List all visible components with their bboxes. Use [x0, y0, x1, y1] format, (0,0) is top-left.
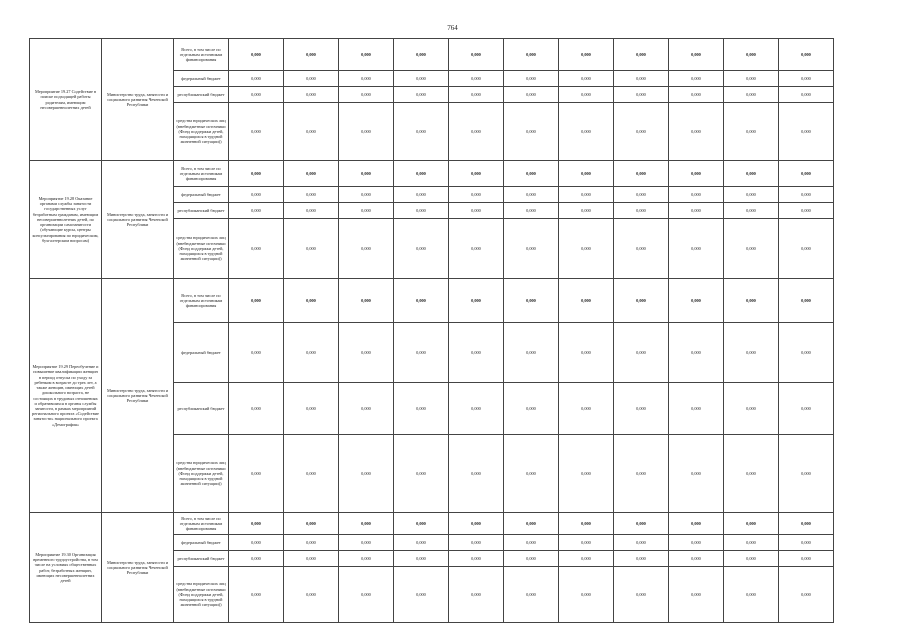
amount-cell: 0,000: [229, 383, 284, 435]
amount-cell: 0,000: [669, 435, 724, 513]
amount-cell: 0,000: [229, 551, 284, 567]
amount-cell: 0,000: [614, 103, 669, 161]
amount-cell: 0,000: [394, 219, 449, 279]
funding-source-cell: Всего, в том числе по отдельным источникам финансирования: [174, 161, 229, 187]
funding-source-cell: федеральный бюджет: [174, 71, 229, 87]
amount-cell: 0,000: [339, 513, 394, 535]
amount-cell: 0,000: [559, 551, 614, 567]
amount-cell: 0,000: [229, 535, 284, 551]
table-row: [30, 279, 834, 323]
amount-cell: 0,000: [614, 87, 669, 103]
amount-cell: 0,000: [449, 71, 504, 87]
amount-cell: 0,000: [504, 219, 559, 279]
amount-cell: 0,000: [284, 435, 339, 513]
amount-cell: 0,000: [229, 513, 284, 535]
measure-cell: Мероприятие 19.28 Оказание органами службы занятости государственных услуг безработным гражданам, имеющим несовершеннолетних детей, по организации самозанятости (обучающие курсы, центры консультирования по юридическим, бухгалтерским вопросам): [30, 161, 102, 279]
amount-cell: 0,000: [669, 323, 724, 383]
funding-source-cell: федеральный бюджет: [174, 187, 229, 203]
amount-cell: 0,000: [504, 435, 559, 513]
funding-source-cell: федеральный бюджет: [174, 323, 229, 383]
amount-cell: 0,000: [504, 567, 559, 623]
amount-cell: 0,000: [779, 567, 834, 623]
amount-cell: 0,000: [229, 435, 284, 513]
amount-cell: 0,000: [669, 535, 724, 551]
amount-cell: 0,000: [779, 551, 834, 567]
amount-cell: 0,000: [504, 39, 559, 71]
table-row: [30, 161, 834, 187]
amount-cell: 0,000: [394, 513, 449, 535]
executor-cell: Министерство труда, занятости и социального развития Чеченской Республики: [102, 279, 174, 513]
amount-cell: 0,000: [669, 39, 724, 71]
page-number: 764: [447, 24, 458, 32]
amount-cell: 0,000: [284, 187, 339, 203]
amount-cell: 0,000: [339, 535, 394, 551]
amount-cell: 0,000: [724, 535, 779, 551]
amount-cell: 0,000: [284, 71, 339, 87]
table-row: [30, 513, 834, 535]
amount-cell: 0,000: [779, 383, 834, 435]
amount-cell: 0,000: [449, 567, 504, 623]
amount-cell: 0,000: [339, 323, 394, 383]
amount-cell: 0,000: [669, 71, 724, 87]
amount-cell: 0,000: [284, 383, 339, 435]
measure-cell: Мероприятие 19.29 Переобучение и повышение квалификации женщин в период отпуска по уходу за ребенком в возрасте до трех лет, а также женщин, имеющих детей дошкольного возраста, не состоящих в трудовых отношениях и обратившихся в органы службы занятости, в рамках мероприятий регионального проекта «Содействие занятости» национального проекта «Демография»: [30, 279, 102, 513]
amount-cell: 0,000: [779, 279, 834, 323]
amount-cell: 0,000: [724, 513, 779, 535]
amount-cell: 0,000: [229, 323, 284, 383]
amount-cell: 0,000: [669, 219, 724, 279]
funding-source-cell: республиканский бюджет: [174, 87, 229, 103]
amount-cell: 0,000: [449, 187, 504, 203]
amount-cell: 0,000: [559, 513, 614, 535]
measure-cell: Мероприятие 19.27 Содействие в поиске подходящей работы родителям, имеющим несовершеннолетних детей: [30, 39, 102, 161]
amount-cell: 0,000: [394, 203, 449, 219]
amount-cell: 0,000: [559, 219, 614, 279]
amount-cell: 0,000: [394, 39, 449, 71]
funding-source-cell: республиканский бюджет: [174, 551, 229, 567]
funding-source-cell: Всего, в том числе по отдельным источникам финансирования: [174, 279, 229, 323]
amount-cell: 0,000: [504, 279, 559, 323]
amount-cell: 0,000: [339, 87, 394, 103]
amount-cell: 0,000: [669, 103, 724, 161]
amount-cell: 0,000: [394, 567, 449, 623]
amount-cell: 0,000: [284, 535, 339, 551]
amount-cell: 0,000: [614, 435, 669, 513]
amount-cell: 0,000: [614, 203, 669, 219]
funding-source-cell: средства юридических лиц (внебюджетные источники (Фонд поддержки детей, находящихся в трудной жизненной ситуации)): [174, 435, 229, 513]
amount-cell: 0,000: [229, 39, 284, 71]
amount-cell: 0,000: [559, 323, 614, 383]
amount-cell: 0,000: [559, 203, 614, 219]
amount-cell: 0,000: [449, 513, 504, 535]
amount-cell: 0,000: [339, 39, 394, 71]
amount-cell: 0,000: [284, 161, 339, 187]
amount-cell: 0,000: [284, 279, 339, 323]
amount-cell: 0,000: [339, 219, 394, 279]
amount-cell: 0,000: [724, 103, 779, 161]
amount-cell: 0,000: [449, 87, 504, 103]
amount-cell: 0,000: [449, 39, 504, 71]
amount-cell: 0,000: [284, 551, 339, 567]
amount-cell: 0,000: [559, 279, 614, 323]
amount-cell: 0,000: [779, 513, 834, 535]
amount-cell: 0,000: [559, 71, 614, 87]
amount-cell: 0,000: [229, 203, 284, 219]
amount-cell: 0,000: [504, 103, 559, 161]
amount-cell: 0,000: [339, 161, 394, 187]
amount-cell: 0,000: [724, 383, 779, 435]
amount-cell: 0,000: [504, 551, 559, 567]
amount-cell: 0,000: [504, 383, 559, 435]
amount-cell: 0,000: [339, 567, 394, 623]
amount-cell: 0,000: [284, 203, 339, 219]
amount-cell: 0,000: [779, 161, 834, 187]
amount-cell: 0,000: [614, 161, 669, 187]
amount-cell: 0,000: [394, 383, 449, 435]
amount-cell: 0,000: [394, 323, 449, 383]
amount-cell: 0,000: [724, 279, 779, 323]
amount-cell: 0,000: [504, 87, 559, 103]
table-row: [30, 39, 834, 71]
amount-cell: 0,000: [724, 71, 779, 87]
executor-cell: Министерство труда, занятости и социального развития Чеченской Республики: [102, 161, 174, 279]
amount-cell: 0,000: [284, 87, 339, 103]
amount-cell: 0,000: [669, 383, 724, 435]
amount-cell: 0,000: [724, 87, 779, 103]
amount-cell: 0,000: [724, 567, 779, 623]
amount-cell: 0,000: [339, 383, 394, 435]
amount-cell: 0,000: [449, 103, 504, 161]
amount-cell: 0,000: [504, 513, 559, 535]
amount-cell: 0,000: [669, 187, 724, 203]
funding-source-cell: Всего, в том числе по отдельным источникам финансирования: [174, 513, 229, 535]
amount-cell: 0,000: [284, 103, 339, 161]
amount-cell: 0,000: [229, 567, 284, 623]
budget-table: [29, 38, 834, 623]
amount-cell: 0,000: [559, 535, 614, 551]
amount-cell: 0,000: [504, 203, 559, 219]
amount-cell: 0,000: [284, 219, 339, 279]
amount-cell: 0,000: [669, 87, 724, 103]
amount-cell: 0,000: [669, 203, 724, 219]
amount-cell: 0,000: [614, 71, 669, 87]
amount-cell: 0,000: [779, 219, 834, 279]
amount-cell: 0,000: [724, 203, 779, 219]
amount-cell: 0,000: [614, 535, 669, 551]
amount-cell: 0,000: [724, 323, 779, 383]
amount-cell: 0,000: [724, 161, 779, 187]
amount-cell: 0,000: [559, 187, 614, 203]
amount-cell: 0,000: [559, 39, 614, 71]
executor-cell: Министерство труда, занятости и социального развития Чеченской Республики: [102, 39, 174, 161]
amount-cell: 0,000: [614, 383, 669, 435]
amount-cell: 0,000: [724, 187, 779, 203]
amount-cell: 0,000: [449, 383, 504, 435]
amount-cell: 0,000: [724, 39, 779, 71]
amount-cell: 0,000: [449, 219, 504, 279]
amount-cell: 0,000: [779, 323, 834, 383]
amount-cell: 0,000: [559, 383, 614, 435]
amount-cell: 0,000: [394, 535, 449, 551]
amount-cell: 0,000: [559, 87, 614, 103]
funding-source-cell: федеральный бюджет: [174, 535, 229, 551]
funding-source-cell: республиканский бюджет: [174, 203, 229, 219]
amount-cell: 0,000: [779, 187, 834, 203]
amount-cell: 0,000: [229, 279, 284, 323]
amount-cell: 0,000: [229, 87, 284, 103]
amount-cell: 0,000: [614, 551, 669, 567]
amount-cell: 0,000: [339, 71, 394, 87]
funding-source-cell: Всего, в том числе по отдельным источникам финансирования: [174, 39, 229, 71]
amount-cell: 0,000: [724, 219, 779, 279]
amount-cell: 0,000: [229, 161, 284, 187]
amount-cell: 0,000: [559, 435, 614, 513]
amount-cell: 0,000: [339, 203, 394, 219]
amount-cell: 0,000: [724, 435, 779, 513]
amount-cell: 0,000: [779, 103, 834, 161]
amount-cell: 0,000: [394, 279, 449, 323]
amount-cell: 0,000: [394, 103, 449, 161]
amount-cell: 0,000: [339, 103, 394, 161]
amount-cell: 0,000: [504, 535, 559, 551]
amount-cell: 0,000: [394, 187, 449, 203]
amount-cell: 0,000: [284, 513, 339, 535]
amount-cell: 0,000: [394, 435, 449, 513]
funding-source-cell: республиканский бюджет: [174, 383, 229, 435]
amount-cell: 0,000: [449, 551, 504, 567]
amount-cell: 0,000: [779, 71, 834, 87]
amount-cell: 0,000: [669, 161, 724, 187]
amount-cell: 0,000: [229, 71, 284, 87]
amount-cell: 0,000: [449, 203, 504, 219]
amount-cell: 0,000: [779, 535, 834, 551]
amount-cell: 0,000: [339, 279, 394, 323]
amount-cell: 0,000: [724, 551, 779, 567]
amount-cell: 0,000: [449, 279, 504, 323]
amount-cell: 0,000: [559, 103, 614, 161]
amount-cell: 0,000: [284, 323, 339, 383]
executor-cell: Министерство труда, занятости и социального развития Чеченской Республики: [102, 513, 174, 623]
amount-cell: 0,000: [614, 279, 669, 323]
amount-cell: 0,000: [614, 567, 669, 623]
amount-cell: 0,000: [669, 551, 724, 567]
amount-cell: 0,000: [614, 187, 669, 203]
amount-cell: 0,000: [394, 551, 449, 567]
amount-cell: 0,000: [449, 323, 504, 383]
amount-cell: 0,000: [449, 161, 504, 187]
amount-cell: 0,000: [504, 71, 559, 87]
amount-cell: 0,000: [779, 203, 834, 219]
amount-cell: 0,000: [779, 87, 834, 103]
amount-cell: 0,000: [284, 39, 339, 71]
funding-source-cell: средства юридических лиц (внебюджетные источники (Фонд поддержки детей, находящихся в трудной жизненной ситуации)): [174, 219, 229, 279]
amount-cell: 0,000: [339, 551, 394, 567]
measure-cell: Мероприятие 19.30 Организация временного трудоустройства, в том числе на условиях общественных работ, безработных женщин, имеющих несовершеннолетних детей: [30, 513, 102, 623]
amount-cell: 0,000: [229, 103, 284, 161]
amount-cell: 0,000: [669, 567, 724, 623]
amount-cell: 0,000: [504, 323, 559, 383]
amount-cell: 0,000: [229, 219, 284, 279]
funding-source-cell: средства юридических лиц (внебюджетные источники (Фонд поддержки детей, находящихся в трудной жизненной ситуации)): [174, 103, 229, 161]
amount-cell: 0,000: [614, 219, 669, 279]
amount-cell: 0,000: [504, 161, 559, 187]
funding-source-cell: средства юридических лиц (внебюджетные источники (Фонд поддержки детей, находящихся в трудной жизненной ситуации)): [174, 567, 229, 623]
amount-cell: 0,000: [394, 87, 449, 103]
amount-cell: 0,000: [779, 435, 834, 513]
amount-cell: 0,000: [394, 71, 449, 87]
amount-cell: 0,000: [449, 535, 504, 551]
amount-cell: 0,000: [614, 323, 669, 383]
amount-cell: 0,000: [559, 161, 614, 187]
amount-cell: 0,000: [669, 279, 724, 323]
amount-cell: 0,000: [669, 513, 724, 535]
amount-cell: 0,000: [779, 39, 834, 71]
amount-cell: 0,000: [559, 567, 614, 623]
amount-cell: 0,000: [284, 567, 339, 623]
amount-cell: 0,000: [339, 187, 394, 203]
amount-cell: 0,000: [614, 39, 669, 71]
amount-cell: 0,000: [229, 187, 284, 203]
amount-cell: 0,000: [504, 187, 559, 203]
amount-cell: 0,000: [449, 435, 504, 513]
amount-cell: 0,000: [339, 435, 394, 513]
amount-cell: 0,000: [394, 161, 449, 187]
amount-cell: 0,000: [614, 513, 669, 535]
